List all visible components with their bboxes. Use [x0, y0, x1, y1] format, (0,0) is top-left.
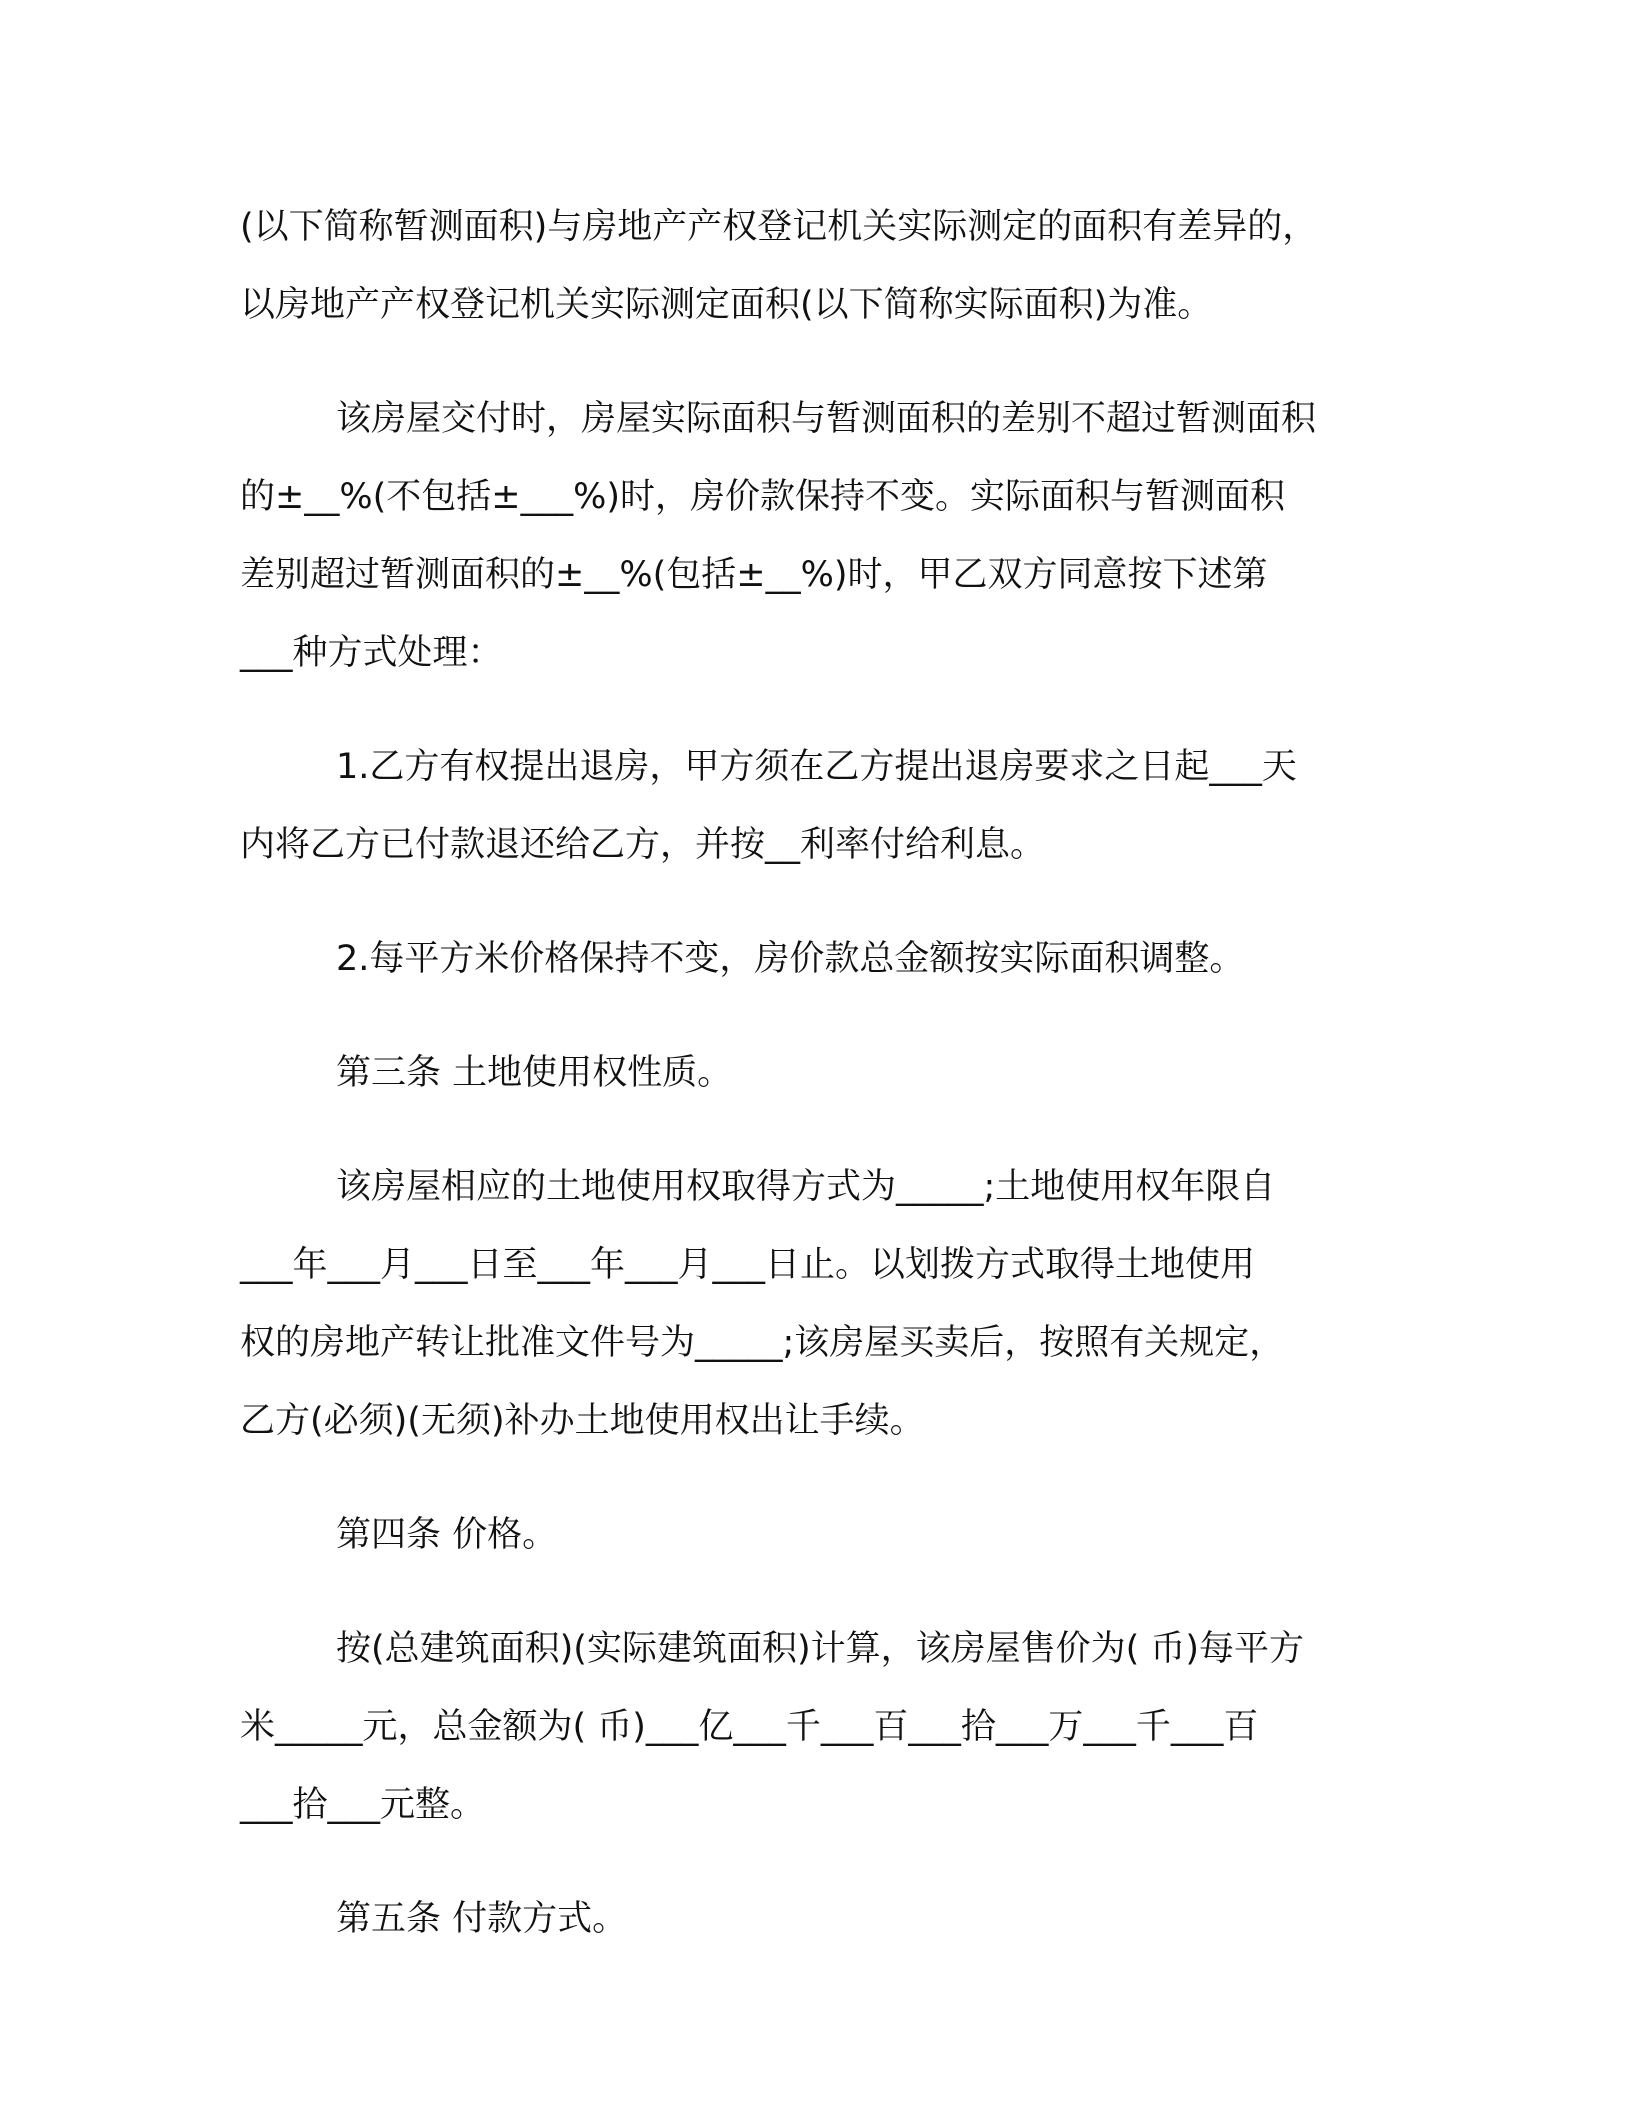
text-line: 第五条 付款方式。	[336, 1899, 628, 1939]
text-line: 的±__%(不包括±___%)时，房价款保持不变。实际面积与暂测面积	[240, 477, 1285, 517]
text-line: 权的房地产转让批准文件号为_____;该房屋买卖后，按照有关规定，	[240, 1323, 1285, 1363]
paragraph-option-1	[240, 728, 1400, 884]
heading-article-5	[240, 1880, 1400, 1958]
text-line: 以房地产产权登记机关实际测定面积(以下简称实际面积)为准。	[240, 285, 1213, 325]
paragraph-price	[240, 1610, 1400, 1844]
text-line: (以下简称暂测面积)与房地产产权登记机关实际测定的面积有差异的，	[240, 207, 1318, 247]
paragraph-area-difference	[240, 380, 1400, 692]
paragraph-land-use-right	[240, 1148, 1400, 1460]
text-line: ___年___月___日至___年___月___日止。以划拨方式取得土地使用	[240, 1245, 1256, 1285]
text-line: 内将乙方已付款退还给乙方，并按__利率付给利息。	[240, 825, 1046, 865]
heading-article-4	[240, 1496, 1400, 1574]
text-line: ___种方式处理：	[240, 633, 503, 673]
text-line: 该房屋相应的土地使用权取得方式为_____;土地使用权年限自	[336, 1167, 1276, 1207]
text-line: ___拾___元整。	[240, 1785, 486, 1825]
text-line: 第三条 土地使用权性质。	[336, 1053, 733, 1093]
text-line: 2.每平方米价格保持不变，房价款总金额按实际面积调整。	[336, 939, 1245, 979]
text-line: 第四条 价格。	[336, 1515, 558, 1555]
text-line: 乙方(必须)(无须)补办土地使用权出让手续。	[240, 1401, 925, 1441]
paragraph-area-definition	[240, 188, 1400, 344]
text-line: 按(总建筑面积)(实际建筑面积)计算，该房屋售价为( 币)每平方	[336, 1629, 1305, 1669]
text-line: 该房屋交付时，房屋实际面积与暂测面积的差别不超过暂测面积	[336, 399, 1317, 439]
text-line: 米_____元，总金额为( 币)___亿___千___百___拾___万___千___百	[240, 1707, 1259, 1747]
text-line: 1.乙方有权提出退房，甲方须在乙方提出退房要求之日起___天	[336, 747, 1297, 787]
text-line: 差别超过暂测面积的±__%(包括±__%)时，甲乙双方同意按下述第	[240, 555, 1268, 595]
document-body	[240, 188, 1400, 1994]
heading-article-3	[240, 1034, 1400, 1112]
paragraph-option-2	[240, 920, 1400, 998]
